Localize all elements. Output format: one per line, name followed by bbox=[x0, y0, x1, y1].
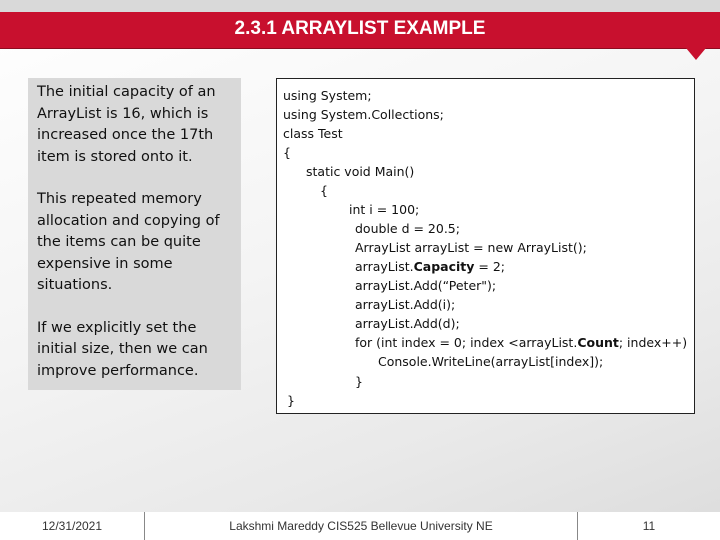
footer-author: Lakshmi Mareddy CIS525 Bellevue University NE bbox=[229, 519, 493, 533]
code-line-1: using System; bbox=[283, 88, 372, 103]
code-line-5: static void Main() bbox=[306, 164, 415, 179]
code-line-7: int i = 100; bbox=[349, 202, 420, 217]
paragraph-2: This repeated memory allocation and copying of the items can be quite expensive in some situations. bbox=[37, 191, 220, 293]
code-line-8: double d = 20.5; bbox=[355, 221, 460, 236]
code-line-9: ArrayList arrayList = new ArrayList(); bbox=[355, 240, 587, 255]
code-line-16: } bbox=[355, 374, 363, 389]
footer-date: 12/31/2021 bbox=[41, 519, 103, 533]
paragraph-3: If we explicitly set the initial size, then we can improve performance. bbox=[37, 319, 208, 379]
footer-page-number: 11 bbox=[642, 519, 656, 533]
code-line-4: { bbox=[283, 145, 291, 160]
code-line-12: arrayList.Add(i); bbox=[355, 297, 456, 312]
left-text-box bbox=[28, 78, 241, 390]
title-notch bbox=[686, 48, 706, 60]
slide-title: 2.3.1 ARRAYLIST EXAMPLE bbox=[234, 18, 486, 39]
top-strip bbox=[0, 0, 720, 12]
code-line-13: arrayList.Add(d); bbox=[355, 316, 460, 331]
paragraph-1: The initial capacity of an ArrayList is 16, which is increased once the 17th item is stored onto it. bbox=[37, 84, 216, 165]
code-line-17: } bbox=[287, 393, 295, 408]
code-line-6: { bbox=[320, 183, 328, 198]
code-line-3: class Test bbox=[283, 126, 343, 141]
code-box bbox=[276, 78, 695, 414]
code-line-11: arrayList.Add(“Peter"); bbox=[355, 278, 497, 293]
code-line-10: arrayList.Capacity = 2; bbox=[355, 259, 506, 274]
code-line-15: Console.WriteLine(arrayList[index]); bbox=[378, 354, 604, 369]
code-line-2: using System.Collections; bbox=[283, 107, 444, 122]
code-line-14: for (int index = 0; index <arrayList.Count; index++) bbox=[355, 335, 688, 350]
